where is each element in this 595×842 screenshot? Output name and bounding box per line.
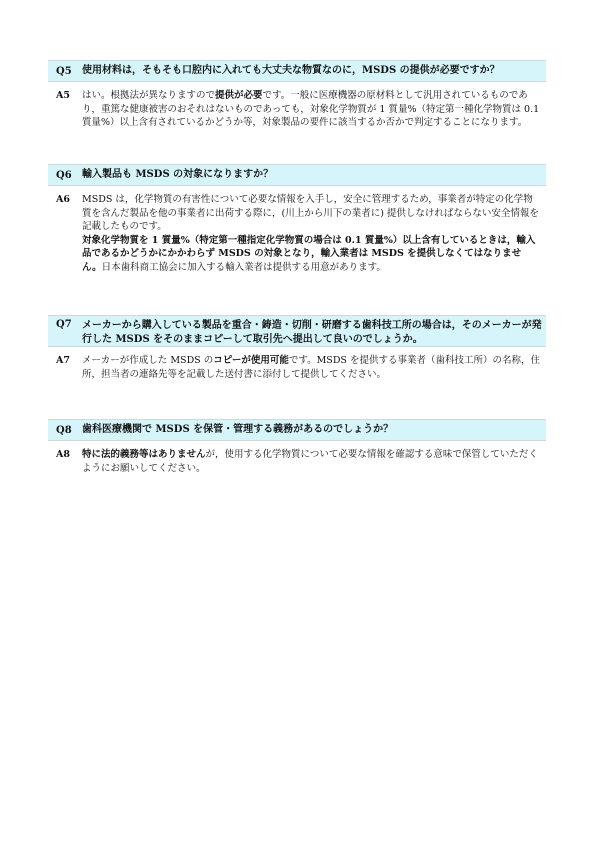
answer-text (82, 193, 546, 274)
question-label: Q5 (56, 65, 72, 77)
question-bar-q6 (48, 164, 546, 186)
question-label: Q6 (56, 169, 72, 181)
answer-text (82, 354, 546, 381)
answer-paragraph (82, 234, 540, 275)
question-text: 使用材料は，そもそも口腔内に入れても大丈夫な物質なのに，MSDS の提供が必要ですか？ (82, 65, 500, 76)
qa-block-q8 (48, 419, 546, 475)
answer-q7 (48, 354, 546, 381)
qa-block-q5 (48, 60, 546, 130)
qa-block-q7 (48, 315, 546, 381)
answer-text-part: が，使用する化学物質について必要な情報を確認する意味で保管していただくようにお願いしてください。 (82, 449, 538, 474)
answer-q6 (48, 193, 546, 274)
answer-text-part: はい。根拠法が異なりますので (82, 90, 216, 101)
question-bar-q8 (48, 419, 546, 441)
answer-text (82, 448, 546, 475)
question-text: 歯科医療機関で MSDS を保管・管理する義務があるのでしょうか？ (82, 424, 394, 435)
answer-label: A7 (56, 355, 70, 366)
answer-emphasis: 特に法的義務等はありません (82, 449, 206, 460)
answer-text-part: です。MSDS を提供する事業者（歯科技工所）の名称，住所，担当者の連絡先等を記載した送付書に添付して提供してください。 (82, 355, 540, 380)
answer-emphasis: コピーが使用可能 (213, 355, 289, 366)
question-label: Q8 (56, 424, 72, 436)
answer-label: A8 (56, 449, 70, 460)
answer-q5 (48, 89, 546, 130)
answer-label: A6 (56, 194, 70, 205)
question-text: メーカーから購入している製品を重合・鋳造・切削・研磨する歯科技工所の場合は，そのメーカーが発行した MSDS をそのままコピーして取引先へ提出して良いのでしょうか。 (82, 320, 542, 345)
answer-text-part: です。一般に医療機器の原材料として汎用されているものであり，重篤な健康被害のおそれはないものであっても，対象化学物質が 1 質量%（特定第一種化学物質は 0.1 質量%）以上含有されているかどうか等，対象製品の要件に該当するか否かで判定することになります。 (82, 90, 540, 128)
answer-label: A5 (56, 90, 70, 101)
question-label: Q7 (56, 319, 72, 330)
question-bar-q5 (48, 60, 546, 82)
answer-text (82, 89, 546, 130)
answer-text-part: メーカーが作成した MSDS の (82, 355, 214, 366)
answer-text-part: 日本歯科商工協会に加入する輸入業者は提供する用意があります。 (101, 261, 386, 273)
answer-emphasis: 対象化学物質を 1 質量%（特定第一種指定化学物質の場合は 0.1 質量%）以上含有しているときは，輸入品であるかどうかにかかわらず MSDS の対象となり，輸入業者は MSDS を提供しなくてはなりません。 (82, 234, 536, 273)
question-text: 輸入製品も MSDS の対象になりますか？ (82, 169, 274, 180)
qa-block-q6 (48, 164, 546, 274)
answer-paragraph: MSDS は，化学物質の有害性について必要な情報を入手し，安全に管理するため，事業者が特定の化学物質を含んだ製品を他の事業者に出荷する際に，(川上から川下の業者に) 提供しなければならない安全情報を記載したものです。 (82, 194, 539, 232)
answer-emphasis: 提供が必要 (215, 90, 263, 101)
answer-q8 (48, 448, 546, 475)
question-bar-q7 (48, 315, 546, 347)
